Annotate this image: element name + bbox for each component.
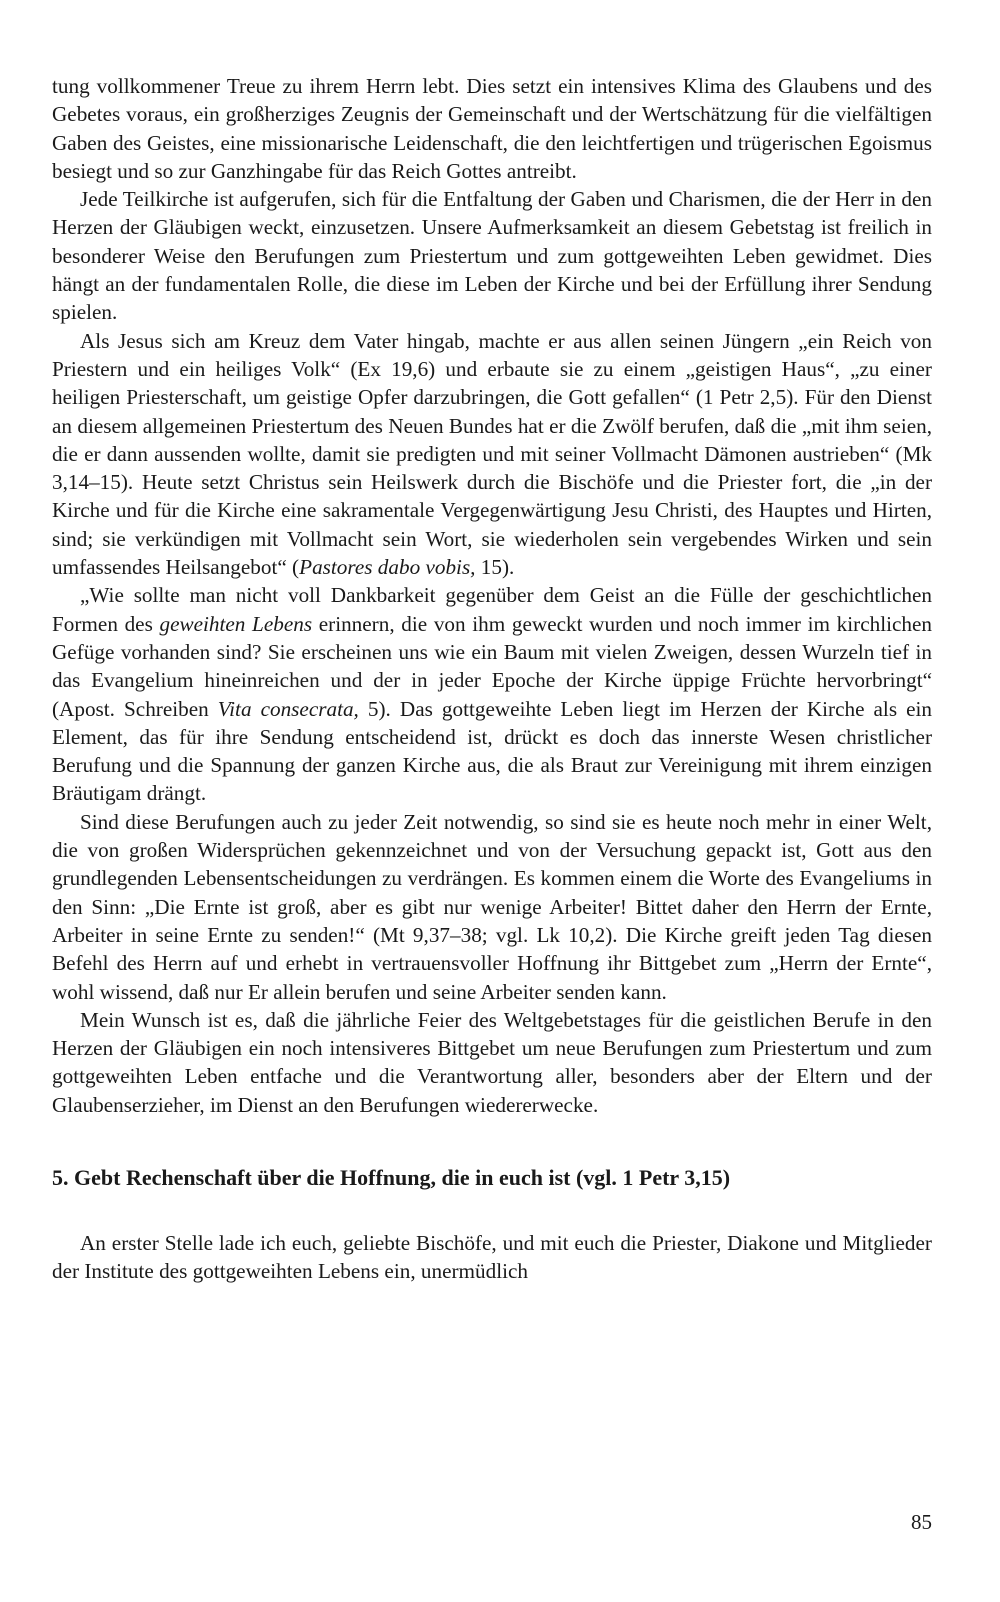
body-text bbox=[52, 72, 932, 1119]
document-page bbox=[52, 72, 932, 1286]
text-run: tung vollkommener Treue zu ihrem Herrn lebt. Dies setzt ein intensives Klima des Glaubens und des Gebetes voraus, ein großherziges Zeugnis der Gemeinschaft und der Wertschätzung für die vielfältigen Gaben des Geistes, eine missionarische Leidenschaft, die den leichtfertigen und trügerischen Egoismus besiegt und so zur Ganzhingabe für das Reich Gottes antreibt. bbox=[52, 74, 932, 183]
italic-citation: geweihten Lebens bbox=[159, 611, 313, 636]
text-run: Als Jesus sich am Kreuz dem Vater hingab, machte er aus allen seinen Jüngern „ein Reich von Priestern und ein heiliges Volk“ (Ex 19,6) und erbaute sie zu einem „geistigen Haus“, „zu einer heiligen Priesterschaft, um geistige Opfer darzubringen, die Gott gefallen“ (1 Petr 2,5). Für den Dienst an diesem allgemeinen Priestertum des Neuen Bundes hat er die Zwölf berufen, daß die „mit ihm seien, die er dann aussenden wollte, damit sie predigten und mit seiner Vollmacht Dämonen austrieben“ (Mk 3,14–15). Heute setzt Christus sein Heilswerk durch die Bischöfe und die Priester fort, die „in der Kirche und für die Kirche eine sakramentale Vergegenwärtigung Jesu Christi, des Hauptes und Hirten, sind; sie verkündigen mit Vollmacht sein Wort, sie wiederholen sein vergebendes Wirken und sein umfassendes Heilsangebot“ ( bbox=[52, 328, 932, 580]
paragraph bbox=[52, 185, 932, 326]
section-heading: 5. Gebt Rechenschaft über die Hoffnung, die in euch ist (vgl. 1 Petr 3,15) bbox=[52, 1164, 731, 1190]
paragraph bbox=[52, 1006, 932, 1119]
paragraph bbox=[52, 581, 932, 807]
text-run: Sind diese Berufungen auch zu jeder Zeit notwendig, so sind sie es heute noch mehr in einer Welt, die von großen Widersprüchen gekennzeichnet und von der Versuchung gepackt ist, Gott aus den grundlegenden Lebensentscheidungen zu verdrängen. Es kommen einem die Worte des Evangeliums in den Sinn: „Die Ernte ist groß, aber es gibt nur wenige Arbeiter! Bittet daher den Herrn der Ernte, Arbeiter in seine Ernte zu senden!“ (Mt 9,37–38; vgl. Lk 10,2). Die Kirche greift jeden Tag diesen Befehl des Herrn auf und erhebt in vertrauensvoller Hoffnung ihr Bittgebet zum „Herrn der Ernte“, wohl wissend, daß nur Er allein berufen und seine Arbeiter senden kann. bbox=[52, 809, 932, 1004]
text-run: 15). bbox=[475, 555, 515, 580]
page-number: 85 bbox=[911, 1510, 932, 1534]
text-run: „Wie sollte man nicht voll Dankbarkeit gegenüber dem Geist an die Fülle der geschichtlichen Formen des bbox=[52, 583, 932, 636]
paragraph bbox=[52, 72, 932, 185]
closing-paragraph: An erster Stelle lade ich euch, geliebte Bischöfe, und mit euch die Priester, Diakone und Mitglieder der Institute des gottgeweihten Lebens ein, unermüdlich bbox=[52, 1230, 932, 1284]
text-run: 5). Das gottgeweihte Leben liegt im Herzen der Kirche als ein Element, das für ihre Sendung entscheidend ist, drückt es doch das innerste Wesen christlicher Berufung und die Spannung der ganzen Kirche aus, die als Braut zur Vereinigung mit ihrem einzigen Bräutigam drängt. bbox=[52, 696, 932, 806]
paragraph bbox=[52, 808, 932, 1006]
text-run: Jede Teilkirche ist aufgerufen, sich für die Entfaltung der Gaben und Charismen, die der Herr in den Herzen der Gläubigen weckt, einzusetzen. Unsere Aufmerksamkeit an diesem Gebetstag ist freilich in besonderer Weise den Berufungen zum Priestertum und zum gottgeweihten Leben gewidmet. Dies hängt an der fundamentalen Rolle, die diese im Leben der Kirche und bei der Erfüllung ihrer Sendung spielen. bbox=[52, 187, 932, 325]
italic-citation: Pastores dabo vobis, bbox=[299, 555, 476, 580]
text-run: Mein Wunsch ist es, daß die jährliche Feier des Weltgebetstages für die geistlichen Berufe in den Herzen der Gläubigen ein noch intensiveres Bittgebet um neue Berufungen zum Priestertum und zum gottgeweihten Leben entfache und die Verantwortung aller, besonders aber der Eltern und der Glaubenserzieher, im Dienst an den Berufungen wiedererwecke. bbox=[52, 1007, 932, 1117]
paragraph bbox=[52, 327, 932, 582]
italic-citation: Vita consecrata, bbox=[217, 696, 359, 721]
text-run: erinnern, die von ihm geweckt wurden und noch immer im kirchlichen Gefüge vorhanden sind? Sie erscheinen uns wie ein Baum mit vielen Zweigen, dessen Wurzeln tief in das Evangelium hineinreichen und der in jeder Epoche der Kirche üppige Früchte hervorbringt“ (Apost. Schreiben bbox=[52, 611, 932, 721]
